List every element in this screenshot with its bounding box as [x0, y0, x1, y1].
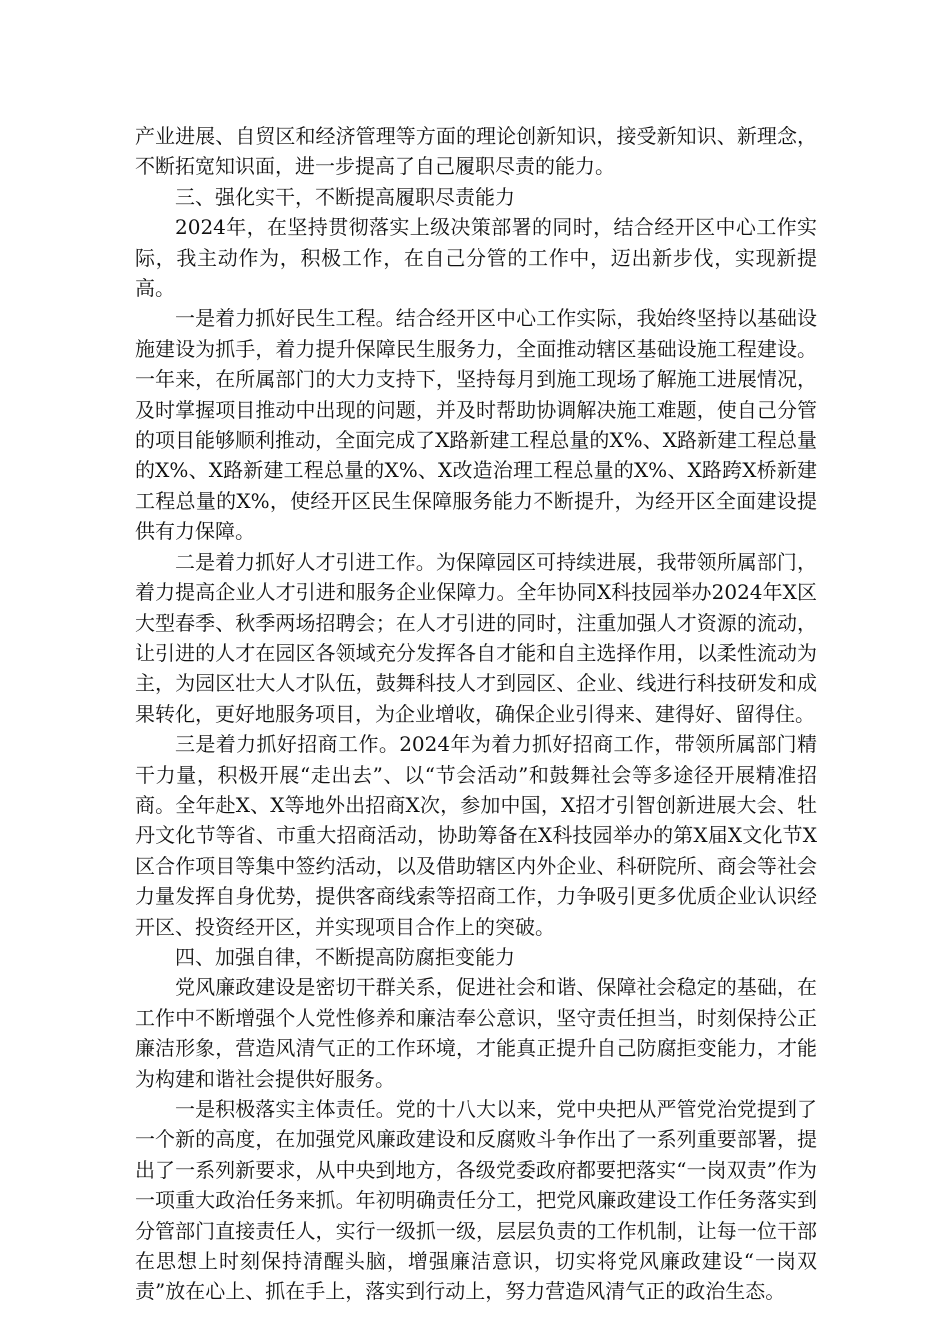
- paragraph: 2024年，在坚持贯彻落实上级决策部署的同时，结合经开区中心工作实际，我主动作为，积极工作，在自己分管的工作中，迈出新步伐，实现新提高。: [135, 215, 817, 301]
- paragraph: 二是着力抓好人才引进工作。为保障园区可持续进展，我带领所属部门，着力提高企业人才引进和服务企业保障力。全年协同X科技园举办2024年X区大型春季、秋季两场招聘会；在人才引进的同时，注重加强人才资源的流动，让引进的人才在园区各领域充分发挥各自才能和自主选择作用，以柔性流动为主，为园区壮大人才队伍，鼓舞科技人才到园区、企业、线进行科技研发和成果转化，更好地服务项目，为企业增收，确保企业引得来、建得好、留得住。: [135, 549, 817, 726]
- section-heading: 四、加强自律，不断提高防腐拒变能力: [175, 944, 515, 969]
- document-body: [135, 121, 817, 1307]
- paragraph: 一是积极落实主体责任。党的十八大以来，党中央把从严管党治党提到了一个新的高度，在加强党风廉政建设和反腐败斗争作出了一系列重要部署，提出了一系列新要求，从中央到地方，各级党委政府都要把落实“一岗双责”作为一项重大政治任务来抓。年初明确责任分工，把党风廉政建设工作任务落实到分管部门直接责任人，实行一级抓一级，层层负责的工作机制，让每一位干部在思想上时刻保持清醒头脑，增强廉洁意识，切实将党风廉政建设“一岗双责”放在心上、抓在手上，落实到行动上，努力营造风清气正的政治生态。: [135, 1097, 817, 1304]
- paragraph: 产业进展、自贸区和经济管理等方面的理论创新知识，接受新知识、新理念，不断拓宽知识面，进一步提高了自己履职尽责的能力。: [135, 124, 817, 179]
- paragraph: 党风廉政建设是密切干群关系，促进社会和谐、保障社会稳定的基础，在工作中不断增强个人党性修养和廉洁奉公意识，坚守责任担当，时刻保持公正廉洁形象，营造风清气正的工作环境，才能真正提升自己防腐拒变能力，才能为构建和谐社会提供好服务。: [135, 975, 817, 1091]
- section-heading: 三、强化实干，不断提高履职尽责能力: [175, 184, 515, 209]
- paragraph: 一是着力抓好民生工程。结合经开区中心工作实际，我始终坚持以基础设施建设为抓手，着力提升保障民生服务力，全面推动辖区基础设施工程建设。一年来，在所属部门的大力支持下，坚持每月到施工现场了解施工进展情况，及时掌握项目推动中出现的问题，并及时帮助协调解决施工难题，使自己分管的项目能够顺利推动，全面完成了X路新建工程总量的X%、X路新建工程总量的X%、X路新建工程总量的X%、X改造治理工程总量的X%、X路跨X桥新建工程总量的X%，使经开区民生保障服务能力不断提升，为经开区全面建设提供有力保障。: [135, 306, 817, 544]
- paragraph: 三是着力抓好招商工作。2024年为着力抓好招商工作，带领所属部门精干力量，积极开展“走出去”、以“节会活动”和鼓舞社会等多途径开展精准招商。全年赴X、X等地外出招商X次，参加中国，X招才引智创新进展大会、牡丹文化节等省、市重大招商活动，协助筹备在X科技园举办的第X届X文化节X区合作项目等集中签约活动，以及借助辖区内外企业、科研院所、商会等社会力量发挥自身优势，提供客商线索等招商工作，力争吸引更多优质企业认识经开区、投资经开区，并实现项目合作上的突破。: [135, 732, 817, 939]
